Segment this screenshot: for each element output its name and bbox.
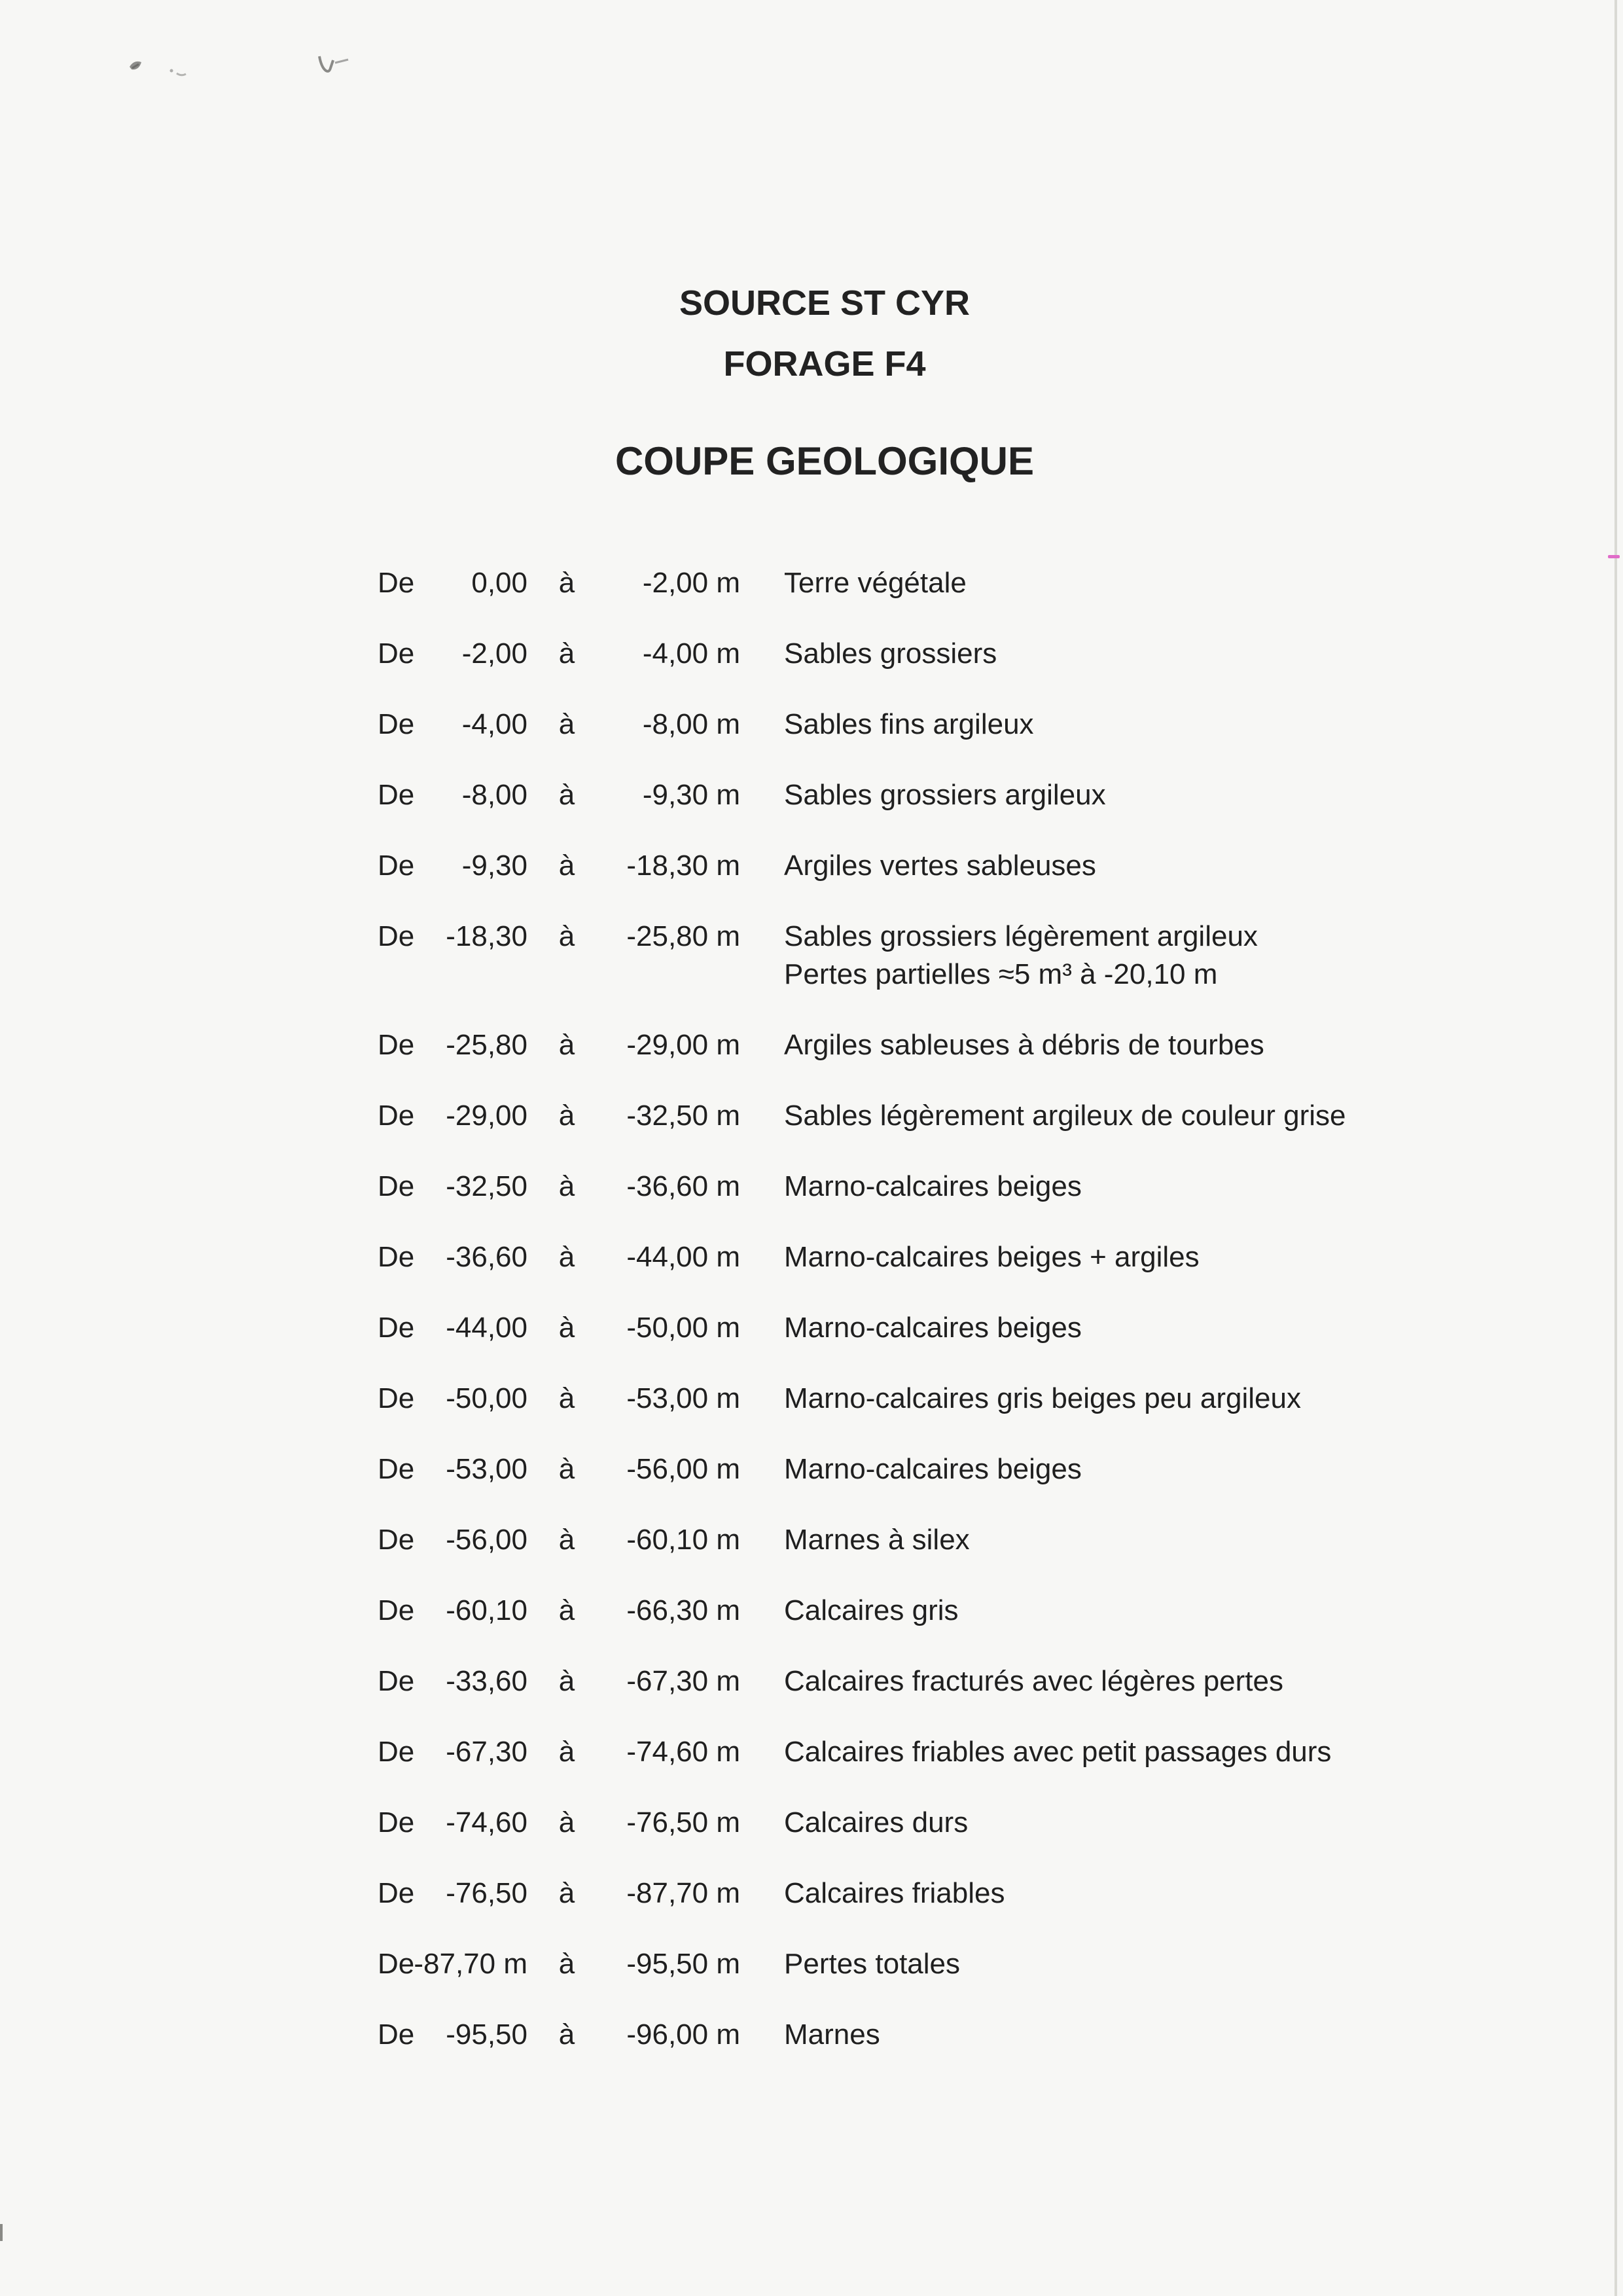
row-description-line1: Marnes à silex — [784, 1524, 970, 1556]
log-row — [0, 1733, 1623, 1771]
row-description-line1: Marno-calcaires beiges — [784, 1170, 1082, 1202]
log-row — [0, 1945, 1623, 1983]
row-a-connector: à — [558, 1100, 575, 1132]
row-description-line1: Calcaires fracturés avec légères pertes — [784, 1665, 1283, 1697]
log-row — [0, 1804, 1623, 1842]
row-description — [740, 1521, 1623, 1559]
row-depth-from: -74,60 — [446, 1806, 527, 1839]
row-a-connector: à — [558, 567, 575, 599]
row-a-connector: à — [558, 1382, 575, 1414]
log-row — [0, 706, 1623, 744]
log-row — [0, 1168, 1623, 1206]
row-de-label: De — [378, 1453, 415, 1485]
row-description — [740, 635, 1623, 673]
row-description-line1: Marno-calcaires beiges — [784, 1312, 1082, 1344]
row-description-line1: Argiles sableuses à débris de tourbes — [784, 1029, 1264, 1061]
row-de-label: De — [378, 1382, 415, 1414]
row-description — [740, 1592, 1623, 1630]
row-depth-to: -9,30 m — [642, 779, 740, 811]
row-description — [740, 1804, 1623, 1842]
log-row — [0, 918, 1623, 994]
row-description — [740, 1945, 1623, 1983]
row-depth-to: -8,00 m — [642, 708, 740, 740]
row-a-connector: à — [558, 1665, 575, 1697]
row-de-label: De — [378, 1100, 415, 1132]
row-a-connector: à — [558, 1241, 575, 1273]
row-depth-to: -60,10 m — [626, 1524, 740, 1556]
row-description-line1: Calcaires friables — [784, 1877, 1005, 1909]
row-a-connector: à — [558, 1948, 575, 1980]
log-table — [0, 564, 1623, 2087]
row-depth-from: -4,00 — [461, 708, 527, 740]
row-a-connector: à — [558, 1806, 575, 1839]
row-de-label: De — [378, 637, 415, 670]
log-row — [0, 847, 1623, 885]
row-de-label: De — [378, 779, 415, 811]
row-depth-from: -2,00 — [461, 637, 527, 670]
row-a-connector: à — [558, 1524, 575, 1556]
row-depth-from: 0,00 — [471, 567, 527, 599]
row-de-label: De — [378, 1312, 415, 1344]
log-row — [0, 1874, 1623, 1912]
row-depth-from: -8,00 — [461, 779, 527, 811]
row-depth-to: -29,00 m — [626, 1029, 740, 1061]
scan-edge-line — [1614, 0, 1617, 2296]
row-depth-to: -25,80 m — [626, 920, 740, 952]
row-depth-to: -32,50 m — [626, 1100, 740, 1132]
row-description-line1: Calcaires friables avec petit passages durs — [784, 1736, 1332, 1768]
scan-speck — [0, 2224, 3, 2241]
row-de-label: De — [378, 1524, 415, 1556]
row-de-label: De — [378, 1594, 415, 1626]
row-de-label: De — [378, 1665, 415, 1697]
row-a-connector: à — [558, 920, 575, 952]
row-a-connector: à — [558, 2018, 575, 2051]
row-description-line1: Sables grossiers argileux — [784, 779, 1106, 811]
row-description-line2: Pertes partielles ≈5 m³ à -20,10 m — [784, 958, 1218, 990]
row-description — [740, 2016, 1623, 2054]
row-de-label: De — [378, 1029, 415, 1061]
row-description — [740, 1450, 1623, 1488]
row-depth-to: -67,30 m — [626, 1665, 740, 1697]
row-depth-to: -87,70 m — [626, 1877, 740, 1909]
title-block — [13, 273, 1623, 492]
row-de-label: De — [378, 1241, 415, 1273]
row-depth-from: -87,70 m — [414, 1948, 527, 1980]
row-de-label: De — [378, 1806, 415, 1839]
row-depth-to: -4,00 m — [642, 637, 740, 670]
row-depth-to: -50,00 m — [626, 1312, 740, 1344]
pencil-scribbles-icon — [98, 45, 380, 90]
row-a-connector: à — [558, 1029, 575, 1061]
row-depth-from: -33,60 — [446, 1665, 527, 1697]
row-a-connector: à — [558, 1170, 575, 1202]
row-depth-to: -53,00 m — [626, 1382, 740, 1414]
row-description — [740, 1874, 1623, 1912]
row-description — [740, 706, 1623, 744]
log-row — [0, 1309, 1623, 1347]
row-depth-to: -76,50 m — [626, 1806, 740, 1839]
row-description — [740, 1733, 1623, 1771]
document-title-line1: SOURCE ST CYR — [679, 283, 971, 323]
row-depth-from: -44,00 — [446, 1312, 527, 1344]
row-description — [740, 1662, 1623, 1700]
row-description-line1: Marno-calcaires beiges + argiles — [784, 1241, 1200, 1273]
log-row — [0, 2016, 1623, 2054]
row-depth-from: -95,50 — [446, 2018, 527, 2051]
row-de-label: De — [378, 567, 415, 599]
row-description — [740, 776, 1623, 814]
row-description — [740, 1380, 1623, 1418]
document-subtitle: COUPE GEOLOGIQUE — [615, 439, 1035, 483]
row-description-line1: Sables fins argileux — [784, 708, 1034, 740]
row-description-line1: Argiles vertes sableuses — [784, 850, 1096, 882]
row-description-line1: Calcaires durs — [784, 1806, 969, 1839]
row-depth-from: -56,00 — [446, 1524, 527, 1556]
row-depth-from: -25,80 — [446, 1029, 527, 1061]
row-description-line1: Calcaires gris — [784, 1594, 959, 1626]
row-de-label: De — [378, 850, 415, 882]
row-depth-to: -95,50 m — [626, 1948, 740, 1980]
row-a-connector: à — [558, 850, 575, 882]
row-depth-from: -53,00 — [446, 1453, 527, 1485]
row-depth-to: -2,00 m — [642, 567, 740, 599]
row-description-line1: Marno-calcaires gris beiges peu argileux — [784, 1382, 1301, 1414]
row-description-line1: Sables grossiers — [784, 637, 997, 670]
log-row — [0, 776, 1623, 814]
row-a-connector: à — [558, 637, 575, 670]
row-a-connector: à — [558, 1736, 575, 1768]
log-row — [0, 1521, 1623, 1559]
row-description — [740, 1168, 1623, 1206]
log-row — [0, 635, 1623, 673]
log-row — [0, 1662, 1623, 1700]
row-de-label: De — [378, 2018, 415, 2051]
row-depth-to: -44,00 m — [626, 1241, 740, 1273]
log-row — [0, 1592, 1623, 1630]
row-description — [740, 1238, 1623, 1276]
row-a-connector: à — [558, 1594, 575, 1626]
log-row — [0, 1026, 1623, 1064]
log-row — [0, 1238, 1623, 1276]
row-a-connector: à — [558, 708, 575, 740]
log-row — [0, 1450, 1623, 1488]
log-row — [0, 1380, 1623, 1418]
row-de-label: De — [378, 708, 415, 740]
row-de-label: De — [378, 1170, 415, 1202]
row-depth-from: -9,30 — [461, 850, 527, 882]
row-description — [740, 1026, 1623, 1064]
row-description-line1: Terre végétale — [784, 567, 967, 599]
row-depth-from: -32,50 — [446, 1170, 527, 1202]
row-de-label: De — [378, 1736, 415, 1768]
row-depth-to: -36,60 m — [626, 1170, 740, 1202]
row-depth-from: -18,30 — [446, 920, 527, 952]
row-depth-from: -60,10 — [446, 1594, 527, 1626]
row-description — [740, 918, 1623, 994]
row-description-line1: Sables légèrement argileux de couleur grise — [784, 1100, 1346, 1132]
row-depth-from: -50,00 — [446, 1382, 527, 1414]
document-title-line2: FORAGE F4 — [723, 344, 926, 384]
log-row — [0, 1097, 1623, 1135]
row-description — [740, 847, 1623, 885]
row-a-connector: à — [558, 1453, 575, 1485]
row-description — [740, 1309, 1623, 1347]
row-de-label: De — [378, 1877, 415, 1909]
row-a-connector: à — [558, 779, 575, 811]
row-description-line1: Pertes totales — [784, 1948, 961, 1980]
row-depth-to: -56,00 m — [626, 1453, 740, 1485]
pink-scan-tick — [1608, 555, 1620, 558]
row-depth-from: -36,60 — [446, 1241, 527, 1273]
row-description — [740, 564, 1623, 602]
row-description-line1: Marnes — [784, 2018, 880, 2051]
row-depth-to: -18,30 m — [626, 850, 740, 882]
row-depth-from: -29,00 — [446, 1100, 527, 1132]
row-description-line1: Sables grossiers légèrement argileux — [784, 920, 1258, 952]
row-depth-to: -66,30 m — [626, 1594, 740, 1626]
row-de-label: De — [378, 920, 415, 952]
log-row — [0, 564, 1623, 602]
row-depth-from: -76,50 — [446, 1877, 527, 1909]
row-a-connector: à — [558, 1877, 575, 1909]
row-de-label: De — [378, 1948, 415, 1980]
row-a-connector: à — [558, 1312, 575, 1344]
row-description-line1: Marno-calcaires beiges — [784, 1453, 1082, 1485]
row-description — [740, 1097, 1623, 1135]
row-depth-to: -96,00 m — [626, 2018, 740, 2051]
row-depth-to: -74,60 m — [626, 1736, 740, 1768]
row-depth-from: -67,30 — [446, 1736, 527, 1768]
